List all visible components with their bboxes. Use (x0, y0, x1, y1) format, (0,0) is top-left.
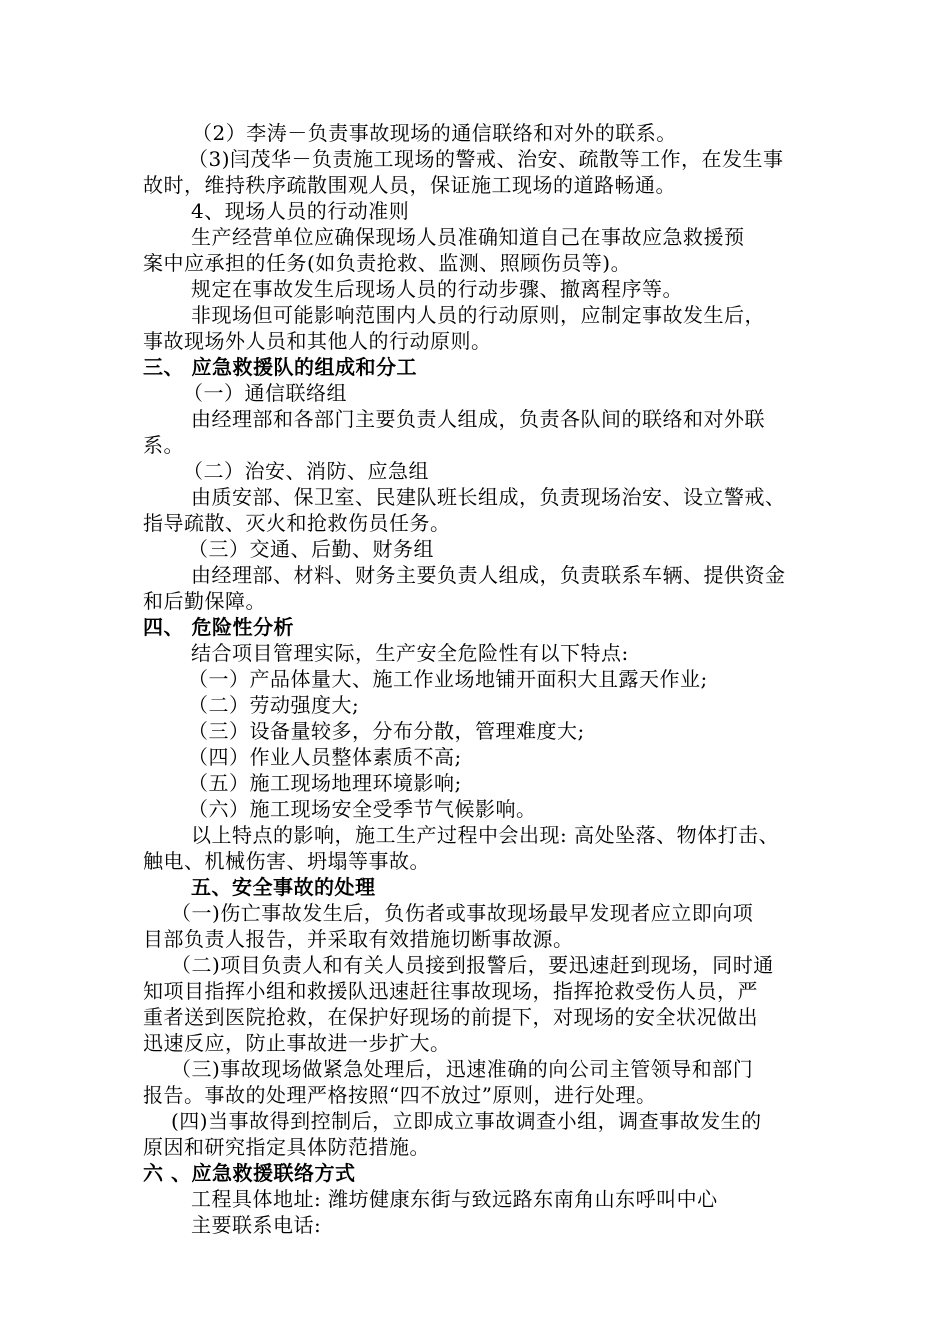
section-heading: 六 、应急救援联络方式 (143, 1161, 356, 1185)
text-line: 目部负责人报告，并采取有效措施切断事故源。 (143, 927, 574, 951)
text-line: 主要联系电话: (191, 1213, 322, 1237)
text-line: （三）设备量较多，分布分散，管理难度大; (188, 719, 585, 743)
text-line: 4、现场人员的行动准则 (191, 199, 410, 223)
text-line: 知项目指挥小组和救援队迅速赶往事故现场，指挥抢救受伤人员，严 (143, 979, 758, 1003)
text-line: 工程具体地址: 潍坊健康东街与致远路东南角山东呼叫中心 (191, 1187, 718, 1211)
text-line: （二）劳动强度大; (188, 693, 360, 717)
text-line: 指导疏散、灭火和抢救伤员任务。 (143, 511, 451, 535)
text-line: （一)伤亡事故发生后，负伤者或事故现场最早发现者应立即向项 (171, 901, 754, 925)
text-line: 以上特点的影响，施工生产过程中会出现: 高处坠落、物体打击、 (191, 823, 780, 847)
text-line: （2）李涛－负责事故现场的通信联络和对外的联系。 (192, 121, 677, 145)
text-line: 系。 (143, 433, 184, 457)
text-line: （五）施工现场地理环境影响; (188, 771, 462, 795)
text-line: 非现场但可能影响范围内人员的行动原则，应制定事故发生后， (191, 303, 765, 327)
text-line: 触电、机械伤害、坍塌等事故。 (143, 849, 430, 873)
text-line: （一）产品体量大、施工作业场地铺开面积大且露天作业; (188, 667, 708, 691)
text-line: 案中应承担的任务(如负责抢救、监测、照顾伤员等)。 (143, 251, 632, 275)
text-line: （二)项目负责人和有关人员接到报警后，要迅速赶到现场，同时通 (171, 953, 774, 977)
text-line: 原因和研究指定具体防范措施。 (143, 1135, 430, 1159)
text-line: （3)闫茂华－负责施工现场的警戒、治安、疏散等工作，在发生事 (188, 147, 784, 171)
text-line: 生产经营单位应确保现场人员准确知道自己在事故应急救援预 (191, 225, 745, 249)
text-line: （一）通信联络组 (183, 381, 347, 405)
text-line: 报告。事故的处理严格按照“四不放过”原则，进行处理。 (143, 1083, 657, 1107)
section-heading: 五、安全事故的处理 (191, 875, 376, 899)
text-line: （六）施工现场安全受季节气候影响。 (188, 797, 537, 821)
text-line: 故时，维持秩序疏散围观人员，保证施工现场的道路畅通。 (143, 173, 676, 197)
section-heading: 四、 危险性分析 (143, 615, 294, 639)
text-line: （四）作业人员整体素质不高; (188, 745, 462, 769)
text-line: 重者送到医院抢救，在保护好现场的前提下，对现场的安全状况做出 (143, 1005, 758, 1029)
text-line: 事故现场外人员和其他人的行动原则。 (143, 329, 492, 353)
text-line: 由经理部、材料、财务主要负责人组成，负责联系车辆、提供资金 (191, 563, 786, 587)
text-line: 规定在事故发生后现场人员的行动步骤、撤离程序等。 (191, 277, 683, 301)
text-line: 由质安部、保卫室、民建队班长组成，负责现场治安、设立警戒、 (191, 485, 786, 509)
section-heading: 三、 应急救援队的组成和分工 (143, 355, 417, 379)
text-line: 由经理部和各部门主要负责人组成，负责各队间的联络和对外联 (191, 407, 765, 431)
text-line: （三)事故现场做紧急处理后，迅速准确的向公司主管领导和部门 (171, 1057, 754, 1081)
text-line: 结合项目管理实际，生产安全危险性有以下特点: (191, 641, 629, 665)
text-line: (四)当事故得到控制后，立即成立事故调查小组，调查事故发生的 (171, 1109, 762, 1133)
text-line: （二）治安、消防、应急组 (183, 459, 429, 483)
text-line: （三）交通、后勤、财务组 (188, 537, 434, 561)
text-line: 和后勤保障。 (143, 589, 266, 613)
text-line: 迅速反应，防止事故进一步扩大。 (143, 1031, 451, 1055)
